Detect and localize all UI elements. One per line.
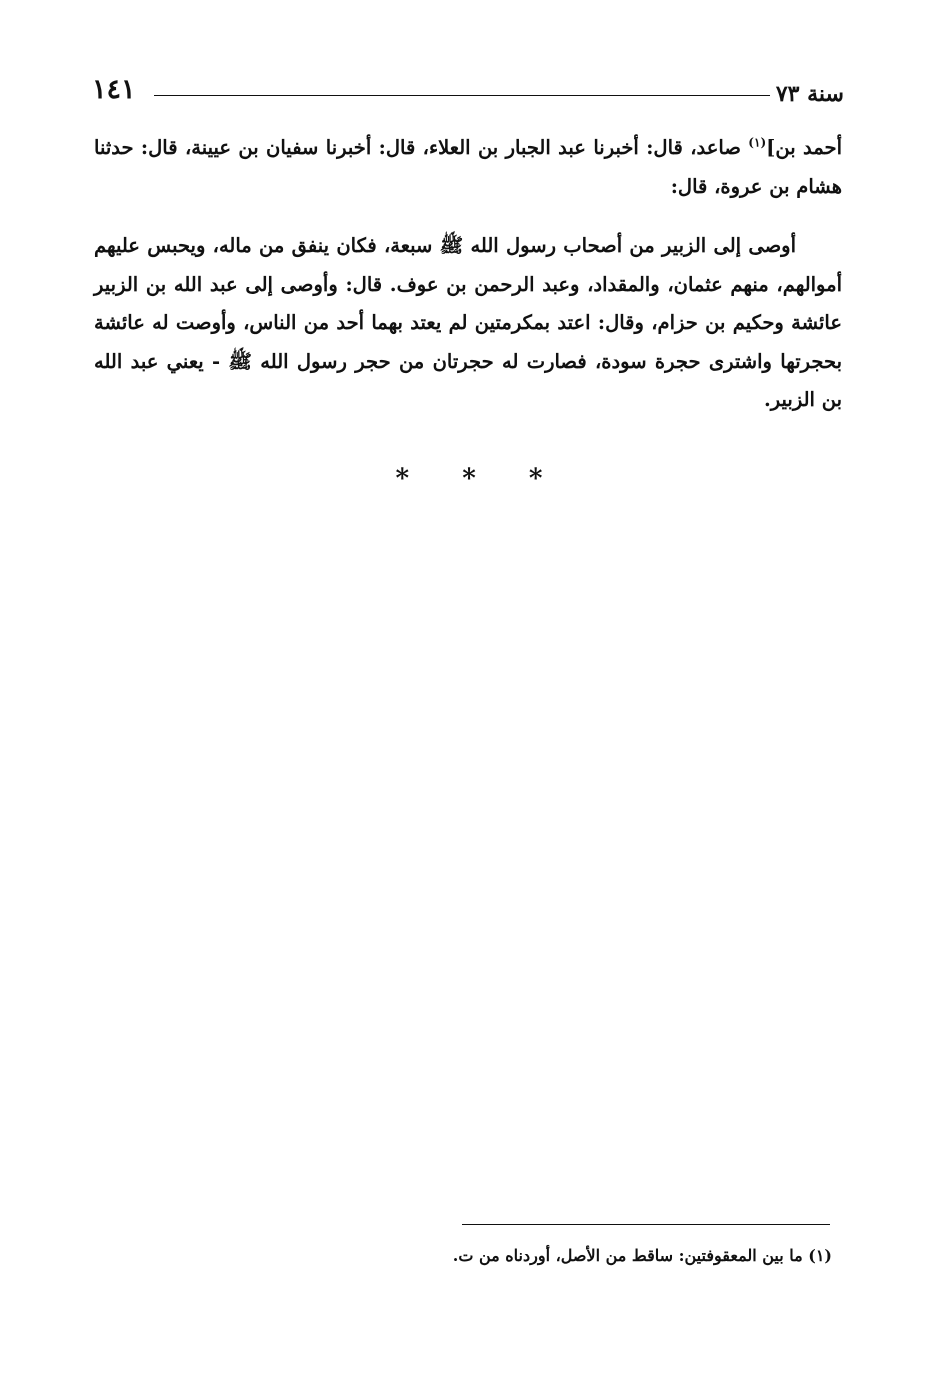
page-number: ١٤١ <box>92 74 136 105</box>
page-header <box>92 72 844 112</box>
isnad-opening: أحمد بن] <box>766 136 842 159</box>
header-rule <box>154 95 770 96</box>
isnad-chain: صاعد، قال: أخبرنا عبد الجبار بن العلاء، قال: أخبرنا سفيان بن عيينة، قال: حدثنا هشام بن عروة، قال: <box>94 136 842 198</box>
running-head: سنة ٧٣ <box>775 81 844 107</box>
footnote-reference[interactable]: (١) <box>748 135 767 150</box>
isnad-paragraph <box>94 129 842 206</box>
section-separator: * * * <box>395 464 565 494</box>
matn-text: أوصى إلى الزبير من أصحاب رسول الله ﷺ سبعة، فكان ينفق من ماله، ويحبس عليهم أموالهم، منهم عثمان، والمقداد، وعبد الرحمن بن عوف. قال: وأوصى إلى عبد الله بن الزبير عائشة وحكيم بن حزام، وقال: اعتد بمكرمتين لم يعتد بهما أحد من الناس، وأوصت له عائشة بحجرتها واشترى حجرة سودة، فصارت له حجرتان من حجر رسول الله ﷺ - يعني عبد الله بن الزبير. <box>94 234 842 411</box>
matn-paragraph <box>94 227 842 420</box>
footnote-rule <box>462 1224 830 1225</box>
footnote: (١) ما بين المعقوفتين: ساقط من الأصل، أوردناه من ت. <box>452 1246 832 1265</box>
